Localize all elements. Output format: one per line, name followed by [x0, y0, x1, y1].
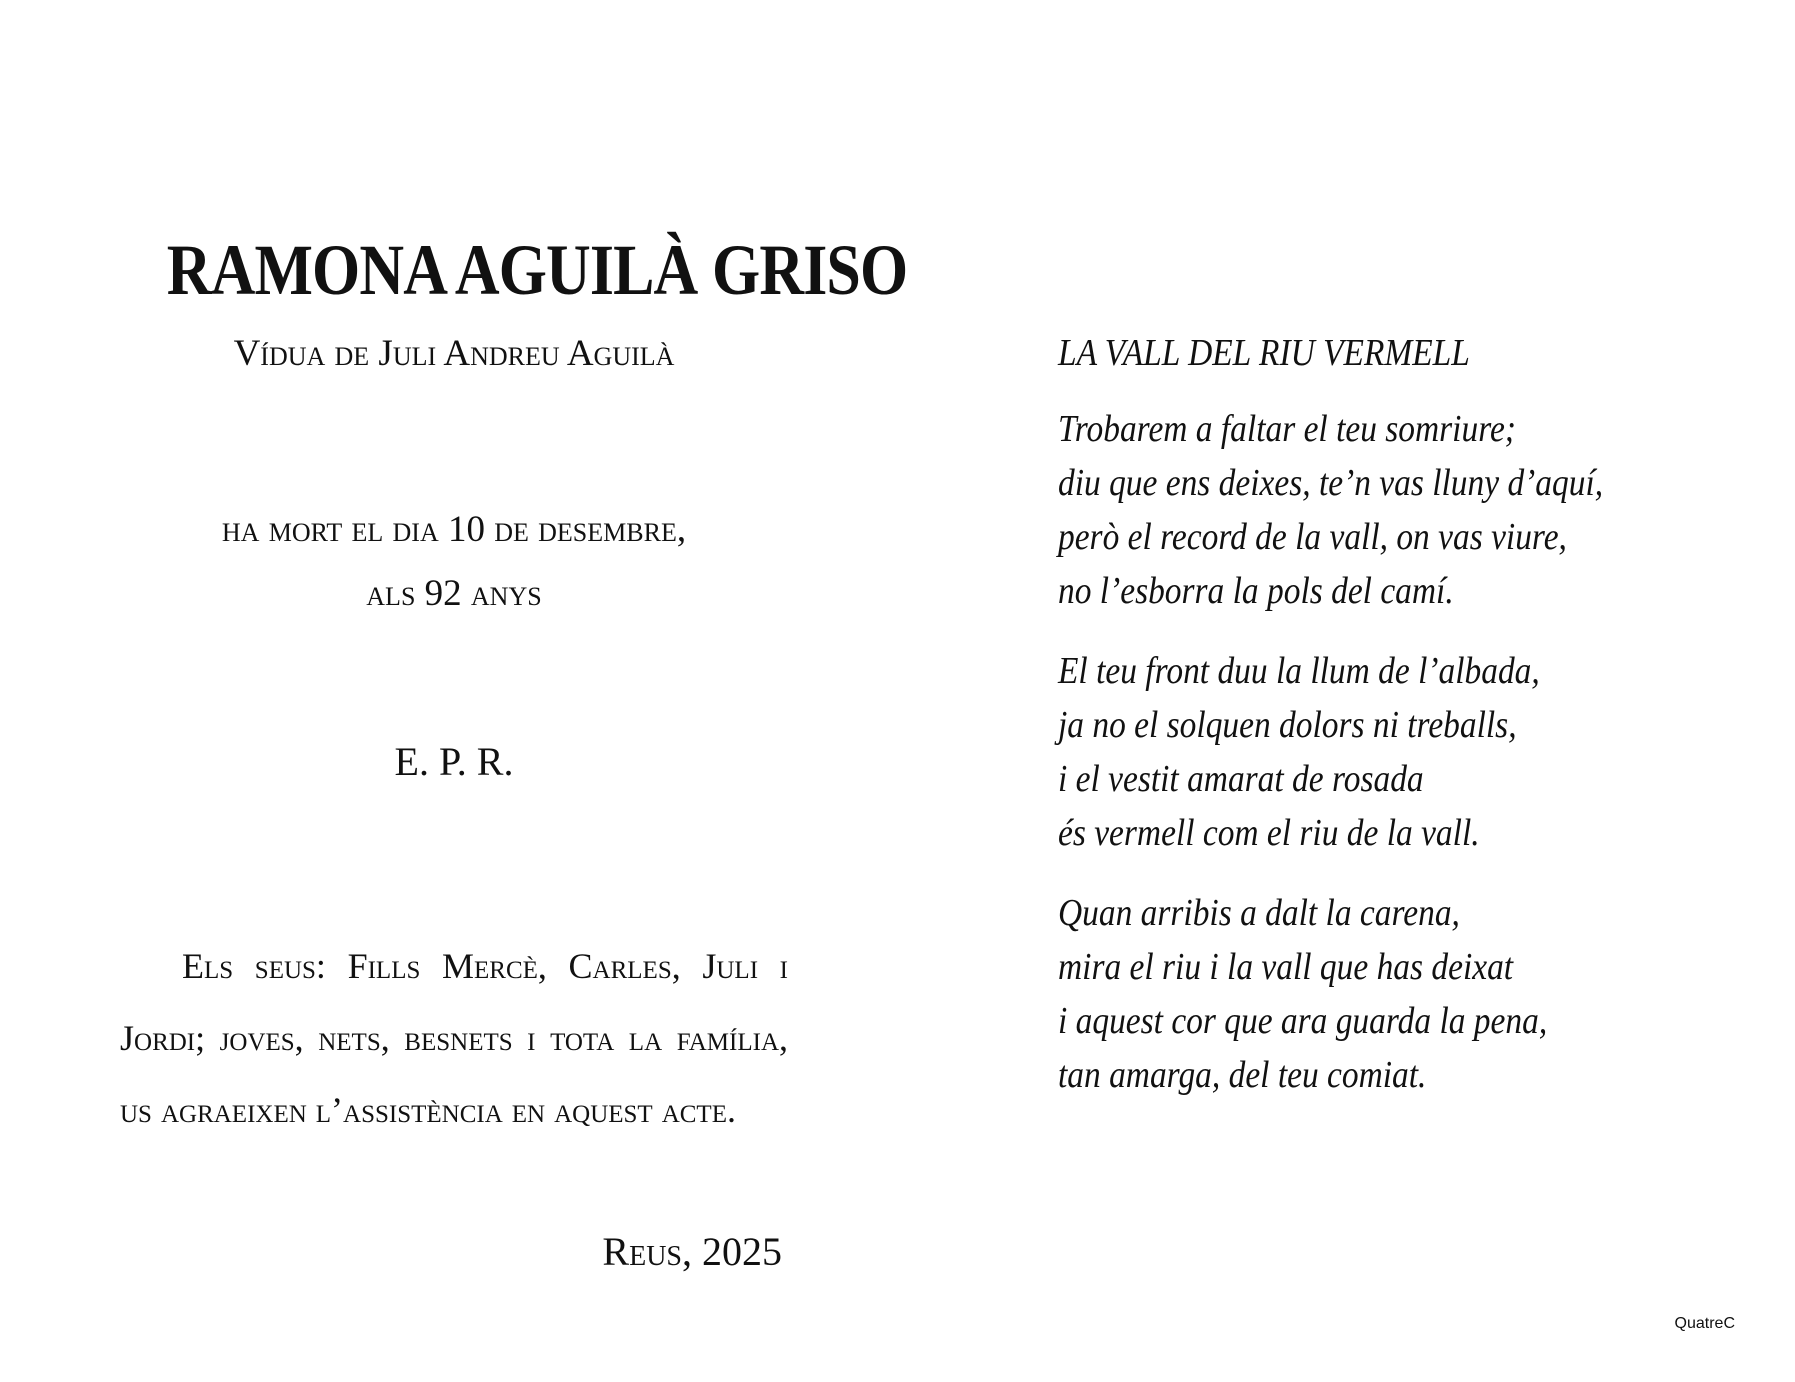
epr-text: E. P. R. [394, 739, 514, 784]
printer-imprint: QuatreC [1674, 1315, 1735, 1332]
poem-line: però el record de la vall, on vas viure, [1058, 516, 1567, 558]
death-date-line: ha mort el dia 10 de desembre, [221, 509, 687, 550]
poem-line: tan amarga, del teu comiat. [1058, 1054, 1427, 1096]
poem-line: i aquest cor que ara guarda la pena, [1058, 1000, 1548, 1042]
poem-line: ja no el solquen dolors ni treballs, [1058, 704, 1517, 746]
death-notice [120, 498, 788, 626]
poem-stanza [1058, 644, 1718, 860]
deceased-name: RAMONA AGUILÀ GRISO [166, 230, 908, 310]
poem-line: diu que ens deixes, te’n vas lluny d’aquí, [1058, 462, 1604, 504]
place-year: Reus, 2025 [602, 1229, 782, 1274]
poem-line: mira el riu i la vall que has deixat [1058, 946, 1514, 988]
widow-subtitle: Vídua de Juli Andreu Aguilà [233, 333, 675, 374]
poem [1058, 330, 1718, 1128]
poem-line: Trobarem a faltar el teu somriure; [1058, 408, 1516, 450]
poem-title: LA VALL DEL RIU VERMELL [1058, 332, 1470, 374]
age-line: als 92 anys [366, 573, 542, 614]
poem-line: no l’esborra la pols del camí. [1058, 570, 1454, 612]
poem-stanza [1058, 886, 1718, 1102]
family-acknowledgement: Els seus: Fills Mercè, Carles, Juli i Jordi; joves, nets, besnets i tota la família, us agraeixen l’assistència en aquest acte. [120, 946, 788, 1130]
poem-line: Quan arribis a dalt la carena, [1058, 892, 1460, 934]
poem-line: i el vestit amarat de rosada [1058, 758, 1424, 800]
poem-line: El teu front duu la llum de l’albada, [1058, 650, 1540, 692]
poem-stanza [1058, 402, 1718, 618]
poem-line: és vermell com el riu de la vall. [1058, 812, 1480, 854]
